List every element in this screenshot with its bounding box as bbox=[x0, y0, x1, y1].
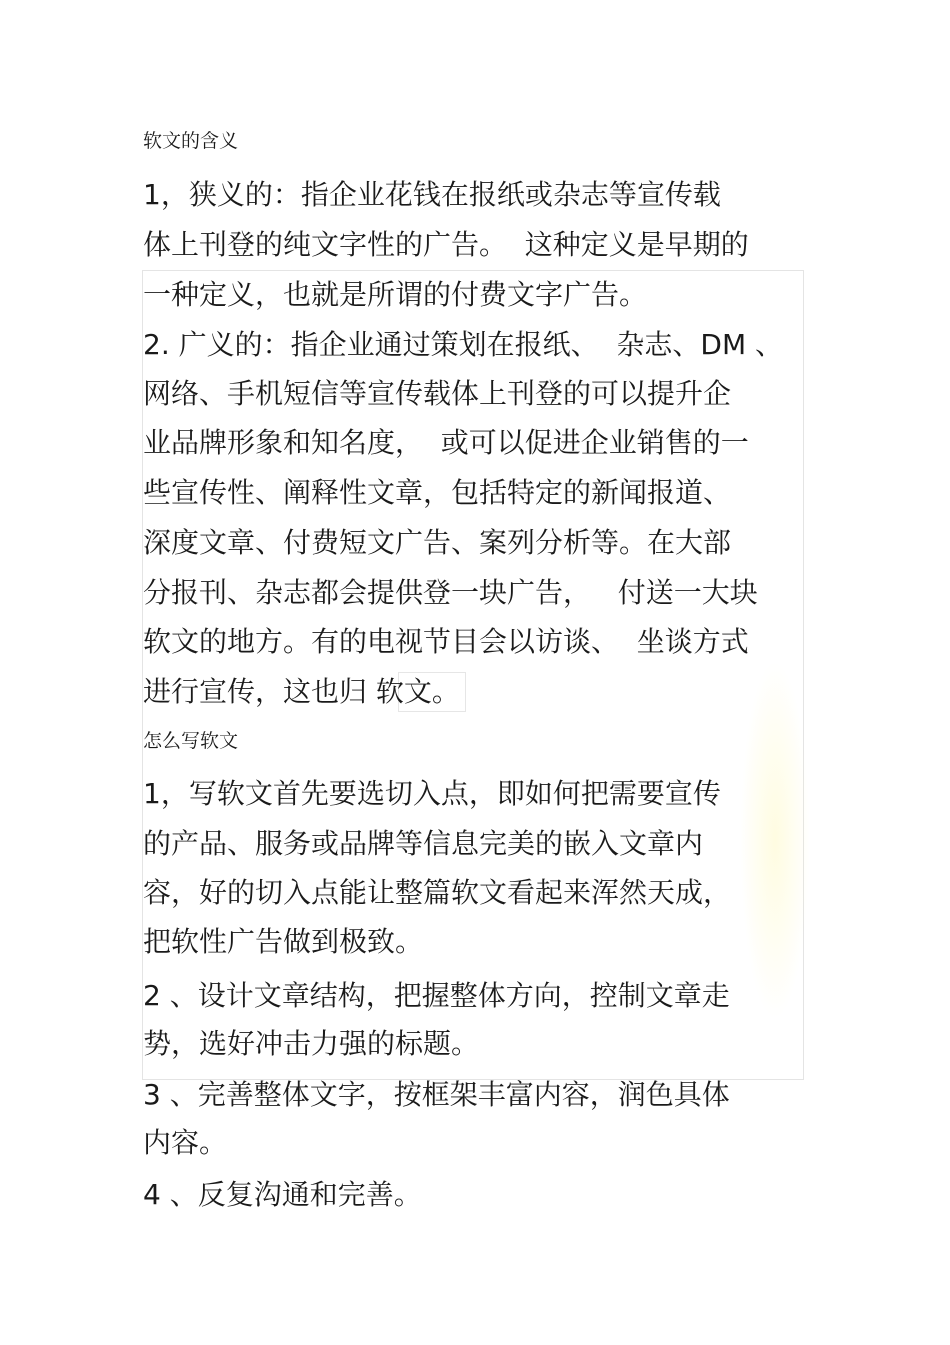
text-line: 进行宣传，这也归 软文。 bbox=[143, 675, 460, 708]
text-line: 2. 广义的：指企业通过策划在报纸、 杂志、DM 、 bbox=[143, 328, 784, 361]
text-line: 一种定义，也就是所谓的付费文字广告。 bbox=[143, 278, 648, 311]
text-line: 1，写软文首先要选切入点，即如何把需要宣传 bbox=[143, 777, 721, 810]
text-line: 深度文章、付费短文广告、案列分析等。在大部 bbox=[143, 526, 732, 559]
text-line: 容，好的切入点能让整篇软文看起来浑然天成， bbox=[143, 876, 732, 909]
section-heading: 软文的含义 bbox=[143, 130, 239, 152]
text-line: 把软性广告做到极致。 bbox=[143, 925, 424, 958]
text-line: 分报刊、杂志都会提供登一块广告， 付送一大块 bbox=[143, 576, 758, 609]
section-heading: 怎么写软文 bbox=[143, 730, 239, 752]
text-line: 势，选好冲击力强的标题。 bbox=[143, 1027, 480, 1060]
text-line: 4 、反复沟通和完善。 bbox=[143, 1178, 422, 1211]
scan-smudge bbox=[740, 660, 810, 1020]
text-line: 体上刊登的纯文字性的广告。 这种定义是早期的 bbox=[143, 228, 749, 261]
text-line: 3 、完善整体文字，按框架丰富内容，润色具体 bbox=[143, 1078, 730, 1111]
text-line: 网络、手机短信等宣传载体上刊登的可以提升企 bbox=[143, 377, 732, 410]
text-line: 内容。 bbox=[143, 1126, 228, 1159]
text-line: 的产品、服务或品牌等信息完美的嵌入文章内 bbox=[143, 827, 704, 860]
text-line: 些宣传性、阐释性文章，包括特定的新闻报道、 bbox=[143, 476, 732, 509]
text-line: 1，狭义的：指企业花钱在报纸或杂志等宣传载 bbox=[143, 178, 721, 211]
text-line: 2 、设计文章结构，把握整体方向，控制文章走 bbox=[143, 979, 730, 1012]
text-line: 软文的地方。有的电视节目会以访谈、 坐谈方式 bbox=[143, 625, 749, 658]
text-line: 业品牌形象和知名度， 或可以促进企业销售的一 bbox=[143, 426, 749, 459]
